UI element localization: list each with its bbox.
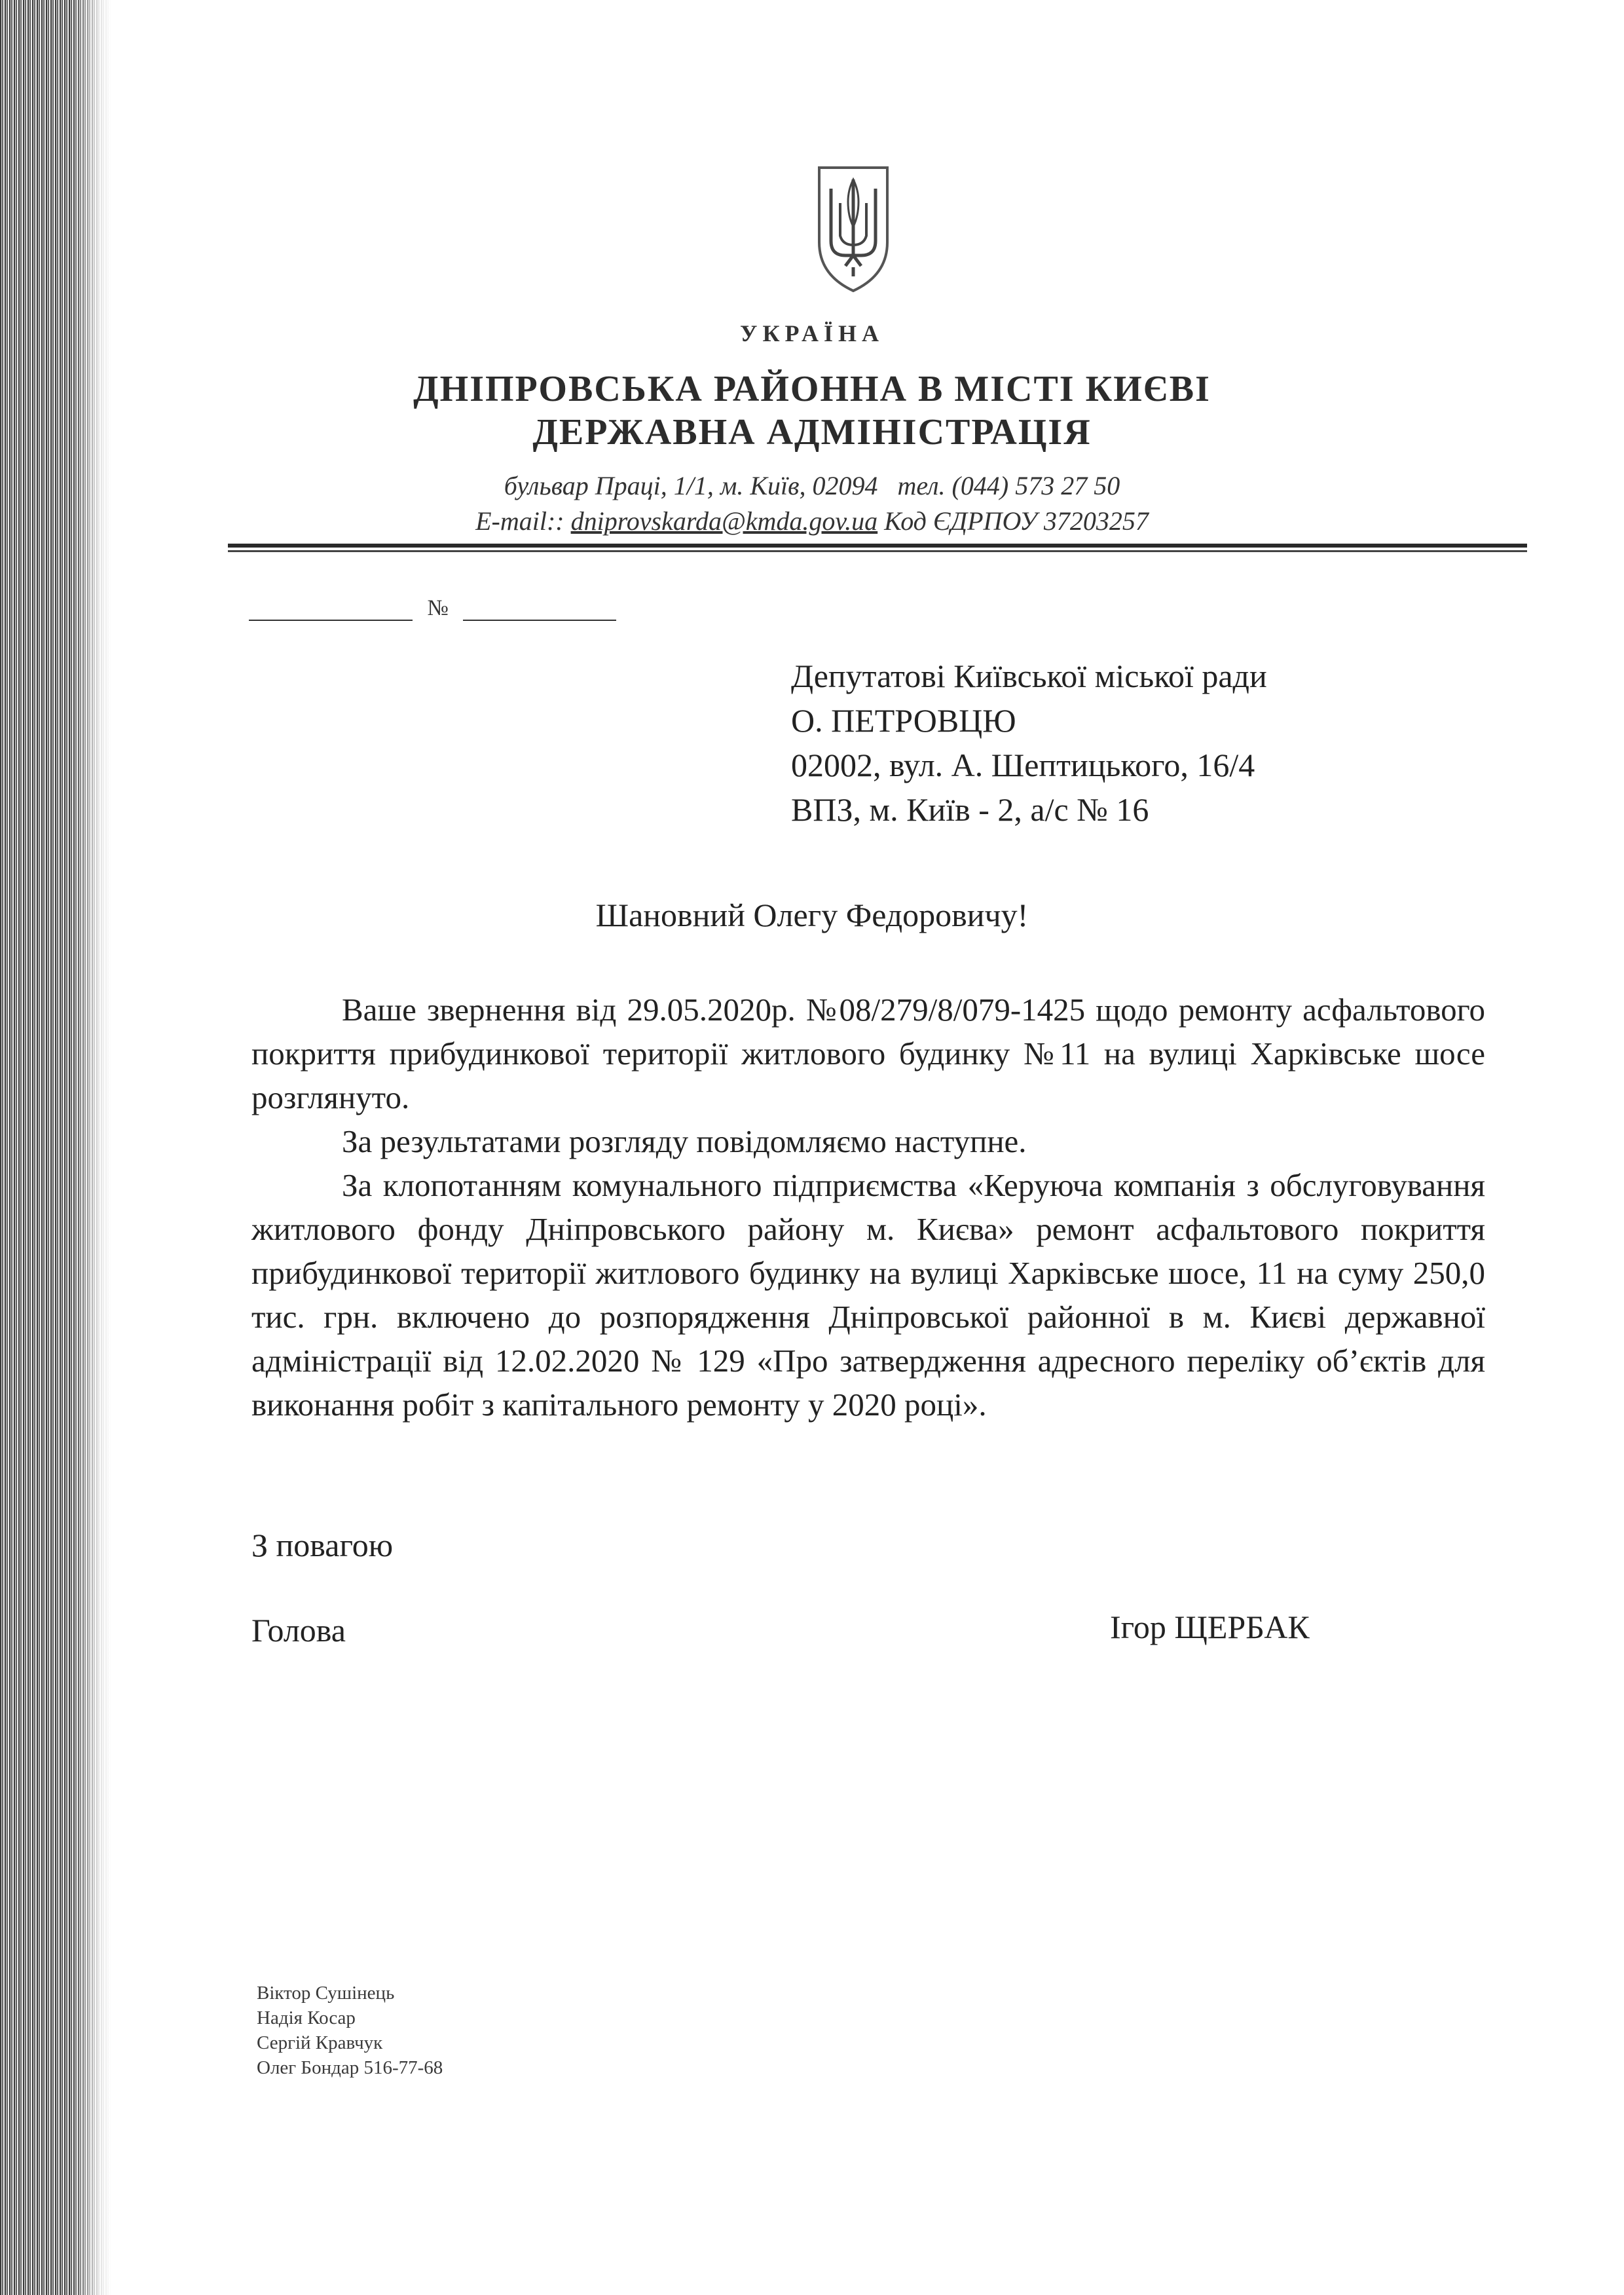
paragraph-1: Ваше звернення від 29.05.2020р. №08/279/8/079-1425 щодо ремонту асфальтового покриття прибудинкової території житлового будинку №11 на вулиці Харківське шосе розглянуто. [251, 992, 1485, 1115]
signer-position: Голова [251, 1612, 346, 1649]
registration-line [249, 593, 616, 621]
executor-3: Сергій Кравчук [257, 2032, 383, 2053]
executors-list [257, 1981, 443, 2080]
recipient-name: О. ПЕТРОВЦЮ [791, 702, 1016, 739]
org-name-line1: ДНІПРОВСЬКА РАЙОННА В МІСТІ КИЄВІ [413, 369, 1211, 409]
country-heading: УКРАЇНА [740, 320, 884, 346]
signer-name: Ігор ЩЕРБАК [1110, 1609, 1310, 1645]
org-address-line [0, 470, 1624, 501]
recipient-block [791, 654, 1267, 832]
number-sign: № [427, 596, 449, 620]
paragraph-2: За результатами розгляду повідомляємо наступне. [342, 1123, 1027, 1159]
recipient-street: 02002, вул. А. Шептицького, 16/4 [791, 747, 1255, 783]
salutation: Шановний Олегу Федоровичу! [595, 897, 1029, 933]
paragraph-3: За клопотанням комунального підприємства «Керуюча компанія з обслуговування житлового фонду Дніпровського району м. Києва» ремонт асфальтового покриття прибудинкової території житлового будинку на вулиці Харківське шосе, 11 на суму 250,0 тис. грн. включено до розпорядження Дніпровської районної в м. Києві державної адміністрації від 12.02.2020 № 129 «Про затвердження адресного переліку об’єктів для виконання робіт з капітального ремонту у 2020 році». [251, 1167, 1485, 1423]
executor-2: Надія Косар [257, 2007, 356, 2028]
header-divider-thin [228, 550, 1527, 552]
executor-1: Віктор Сушінець [257, 1983, 395, 2004]
org-address: бульвар Праці, 1/1, м. Київ, 02094 [504, 471, 878, 500]
date-blank [249, 593, 413, 621]
trident-emblem-icon [814, 164, 893, 295]
email-label: E-mail:: [475, 506, 564, 536]
recipient-po-box: ВПЗ, м. Київ - 2, а/с № 16 [791, 791, 1149, 828]
recipient-position: Депутатові Київської міської ради [791, 658, 1267, 694]
org-phone: тел. (044) 573 27 50 [897, 471, 1120, 500]
org-contact-line [0, 506, 1624, 536]
closing-regards: З повагою [251, 1527, 394, 1563]
letter-body [251, 988, 1485, 1427]
org-email-link[interactable]: dniprovskarda@kmda.gov.ua [570, 506, 878, 536]
org-name-line2: ДЕРЖАВНА АДМІНІСТРАЦІЯ [532, 412, 1092, 453]
number-blank [463, 593, 616, 621]
executor-4: Олег Бондар 516-77-68 [257, 2057, 443, 2078]
org-edrpou: Код ЄДРПОУ 37203257 [884, 506, 1149, 536]
header-divider [228, 544, 1527, 548]
